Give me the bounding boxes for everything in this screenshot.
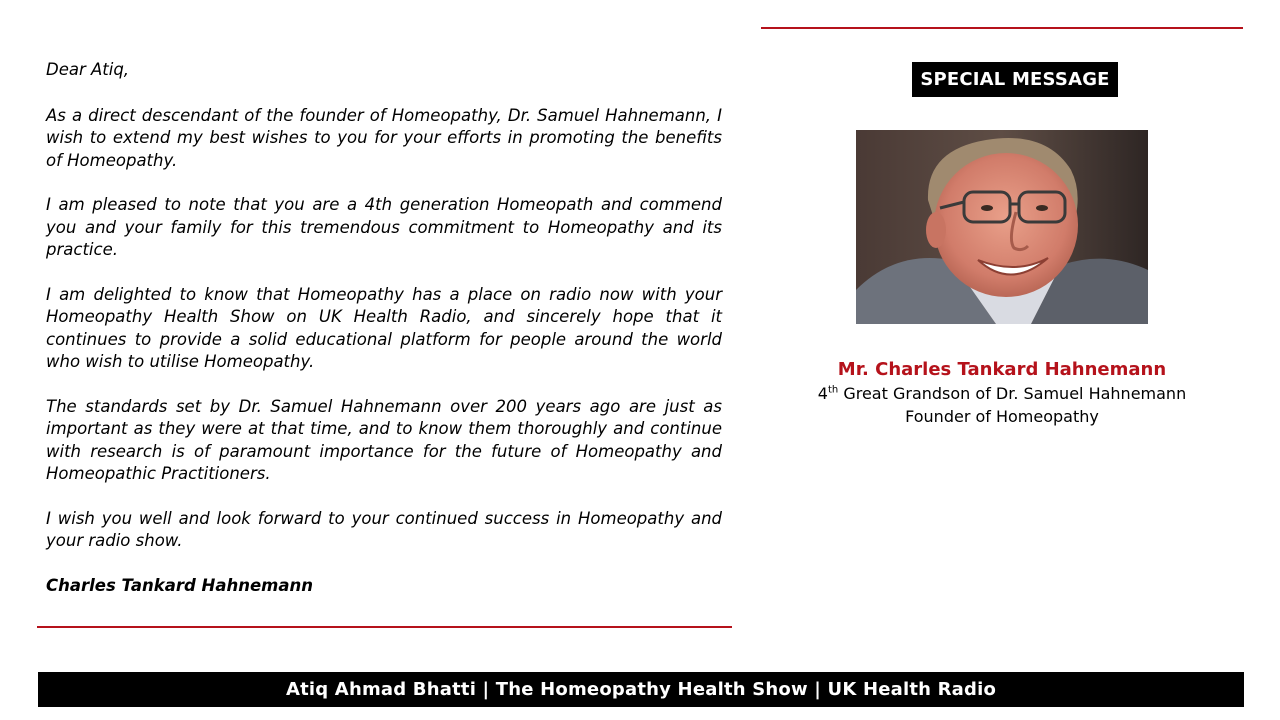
letter-body (46, 59, 722, 597)
title-ordinal-suffix: th (827, 384, 839, 396)
title-text: Great Grandson of Dr. Samuel Hahnemann (838, 384, 1187, 403)
portrait-caption (780, 358, 1224, 428)
letter-paragraph: I wish you well and look forward to your continued success in Homeopathy and your radio show. (46, 508, 722, 550)
person-subtitle: Founder of Homeopathy (905, 407, 1099, 426)
letter-paragraph: I am pleased to note that you are a 4th generation Homeopath and commend you and your family for this tremendous commitment to Homeopathy and its practice. (46, 195, 722, 259)
portrait-photo (856, 130, 1148, 324)
letter-paragraph: The standards set by Dr. Samuel Hahnemann over 200 years ago are just as important as they were at that time, and to know them thoroughly and continue with research is of paramount importance for the future of Homeopathy and Homeopathic Practitioners. (46, 396, 722, 483)
letter-paragraph: I am delighted to know that Homeopathy has a place on radio now with your Homeopathy Health Show on UK Health Radio, and sincerely hope that it continues to provide a solid educational platform for people around the world who wish to utilise Homeopathy. (46, 284, 722, 371)
person-name: Mr. Charles Tankard Hahnemann (837, 359, 1167, 380)
bottom-left-divider (37, 626, 732, 628)
title-number: 4 (817, 384, 828, 403)
letter-signature: Charles Tankard Hahnemann (46, 575, 313, 595)
special-message-badge: SPECIAL MESSAGE (912, 62, 1118, 97)
footer-banner: Atiq Ahmad Bhatti | The Homeopathy Health Show | UK Health Radio (38, 672, 1244, 707)
letter-paragraph: As a direct descendant of the founder of Homeopathy, Dr. Samuel Hahnemann, I wish to extend my best wishes to you for your efforts in promoting the benefits of Homeopathy. (46, 105, 722, 170)
person-title (780, 382, 1224, 405)
letter-salutation: Dear Atiq, (46, 60, 130, 79)
top-right-divider (761, 27, 1243, 29)
